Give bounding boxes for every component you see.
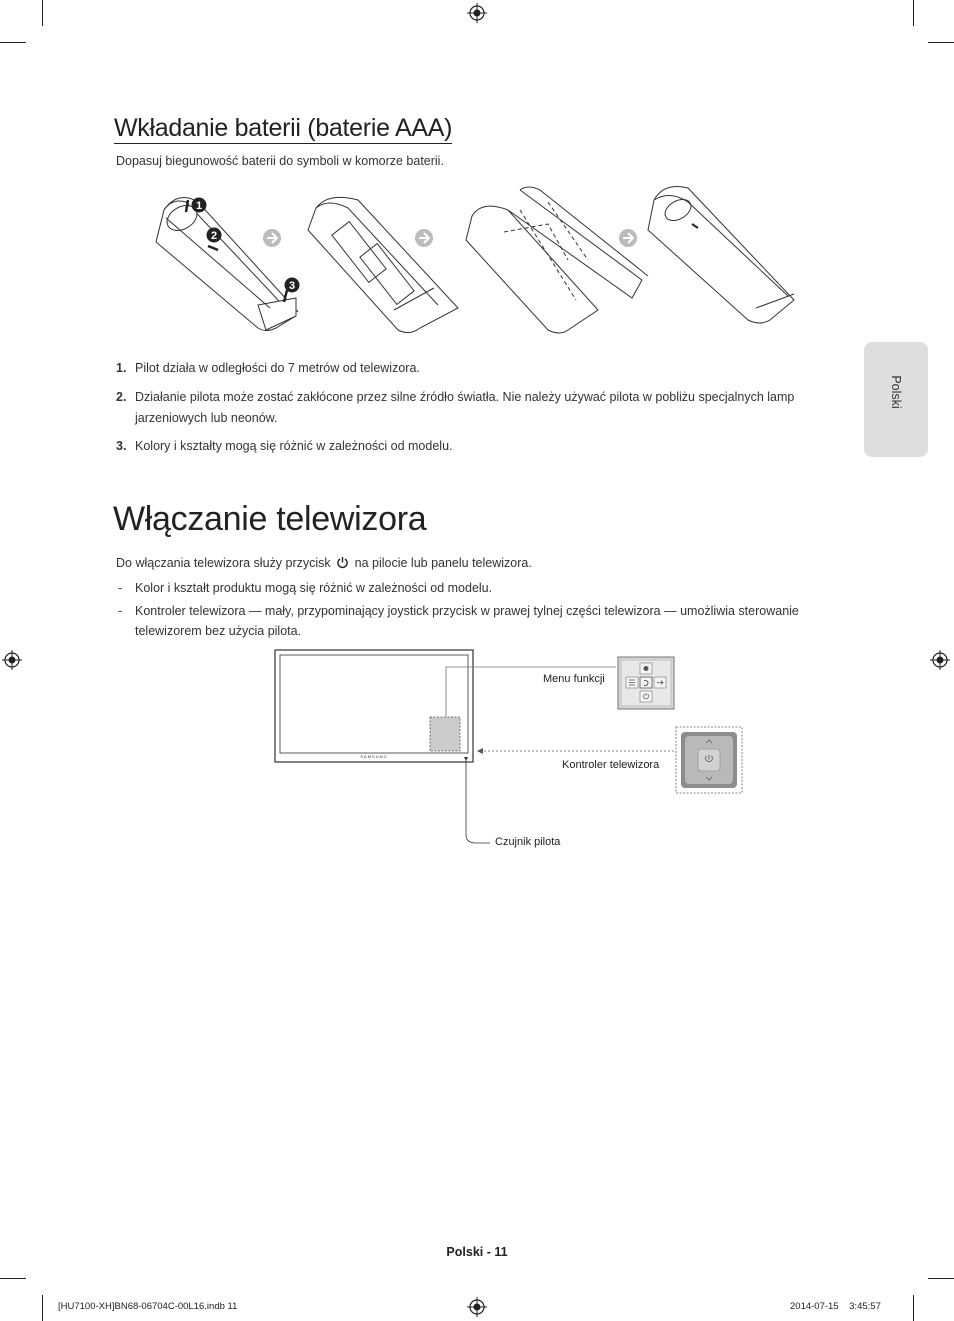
crop-mark — [0, 42, 26, 43]
svg-text:2: 2 — [210, 230, 218, 242]
footer-timestamp: 2014-07-15 3:45:57 — [790, 1301, 881, 1312]
battery-insertion-illustration — [148, 180, 808, 340]
power-icon — [640, 691, 652, 702]
list-item — [116, 601, 836, 641]
arrow-right-icon — [415, 229, 433, 247]
page-number: Polski - 11 — [446, 1245, 508, 1259]
menu-functions-label: Menu funkcji — [543, 673, 605, 685]
list-number: 2. — [116, 390, 127, 404]
menu-icon — [626, 677, 638, 688]
crop-mark — [42, 0, 43, 26]
step-badge-2 — [207, 228, 222, 243]
section-title-power-on: Włączanie telewizora — [113, 500, 427, 538]
list-text: Kolor i kształt produktu mogą się różnić w zależności od modelu. — [135, 581, 493, 595]
intro-text: na pilocie lub panelu telewizora. — [354, 556, 532, 570]
footer-file-name: [HU7100-XH]BN68-06704C-00L16.indb 11 — [58, 1301, 238, 1312]
crop-mark — [928, 42, 954, 43]
arrow-right-icon — [619, 229, 637, 247]
section-intro-power-on — [116, 556, 532, 570]
arrow-right-icon — [263, 229, 281, 247]
crop-mark — [913, 0, 914, 26]
tv-brand-label: SAMSUNG — [360, 754, 388, 759]
list-item — [116, 358, 836, 379]
list-dash: - — [118, 604, 123, 618]
crop-mark — [42, 1295, 43, 1321]
tv-controls-diagram — [270, 645, 750, 860]
list-text: Kontroler telewizora — mały, przypominający joystick przycisk w prawej tylnej części telewizora — umożliwia sterowanie telewizorem bez użycia pilota. — [135, 604, 799, 638]
crop-mark — [928, 1278, 954, 1279]
crop-mark — [913, 1295, 914, 1321]
svg-text:1: 1 — [195, 200, 203, 212]
list-item — [116, 578, 836, 598]
list-item — [116, 387, 836, 429]
list-text: Pilot działa w odległości do 7 metrów od telewizora. — [135, 361, 420, 375]
registration-mark-icon — [467, 1297, 487, 1317]
section-title-batteries: Wkładanie baterii (baterie AAA) — [114, 114, 453, 142]
remote-sensor-label: Czujnik pilota — [495, 836, 561, 848]
section-intro-batteries: Dopasuj biegunowość baterii do symboli w komorze baterii. — [116, 154, 444, 168]
list-text: Kolory i kształty mogą się różnić w zależności od modelu. — [135, 439, 453, 453]
power-icon — [336, 556, 349, 569]
registration-mark-icon — [2, 650, 22, 670]
source-icon — [654, 677, 666, 688]
intro-text: Do włączania telewizora służy przycisk — [116, 556, 331, 570]
tv-controller-label: Kontroler telewizora — [562, 759, 660, 771]
return-icon — [640, 677, 652, 688]
crop-mark — [0, 1278, 26, 1279]
registration-mark-icon — [467, 3, 487, 23]
step-badge-1 — [192, 198, 207, 213]
list-text: Działanie pilota może zostać zakłócone przez silne źródło światła. Nie należy używać pilota w pobliżu specjalnych lamp jarzeniowych lub neonów. — [135, 390, 795, 425]
list-item — [116, 436, 836, 457]
registration-mark-icon — [930, 650, 950, 670]
list-number: 3. — [116, 439, 127, 453]
svg-text:3: 3 — [288, 280, 296, 292]
settings-icon — [640, 663, 652, 674]
list-number: 1. — [116, 361, 127, 375]
side-tab-label: Polski — [889, 375, 903, 409]
list-dash: - — [118, 581, 123, 595]
